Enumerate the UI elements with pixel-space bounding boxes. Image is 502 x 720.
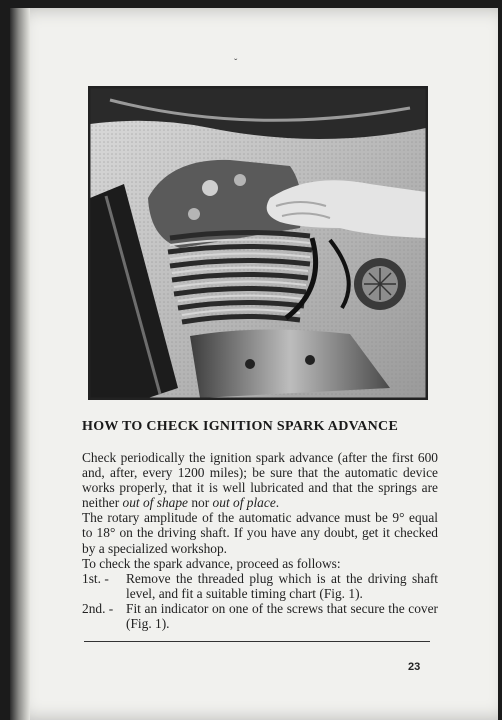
- step-text: Remove the threaded plug which is at the driving shaft level, and fit a suitable timing chart (Fig. 1).: [126, 570, 438, 601]
- emphasis-out-of-place: out of place: [212, 495, 276, 511]
- step-item: [82, 601, 438, 631]
- step-label: 1st. -: [82, 570, 109, 586]
- step-item: [82, 571, 438, 601]
- manual-page: [10, 8, 498, 720]
- engine-photo: [88, 86, 428, 400]
- step-text: Fit an indicator on one of the screws that secure the cover (Fig. 1).: [126, 600, 438, 632]
- section-heading: HOW TO CHECK IGNITION SPARK ADVANCE: [82, 419, 399, 434]
- emphasis-out-of-shape: out of shape: [122, 495, 188, 511]
- paragraph-rotary-amplitude: The rotary amplitude of the automatic advance must be 9° equal to 18° on the driving shaft. If you have any doubt, get it checked by a specialized workshop.: [82, 510, 438, 556]
- paragraph-maintenance: Check periodically the ignition spark advance (after the first 600 and, after, every 1200 miles); be sure that the automatic device works properly, that it is well lubricated and that the springs are neither out of shape nor out of place.: [82, 450, 438, 511]
- footer-rule: [84, 641, 430, 642]
- engine-photo-image: [90, 88, 426, 398]
- page-number: 23: [408, 661, 421, 673]
- body-text: [82, 450, 438, 631]
- print-mark: ˇ: [234, 58, 238, 69]
- paragraph-procedure-intro: To check the spark advance, proceed as follows:: [82, 555, 341, 571]
- step-label: 2nd. -: [82, 600, 114, 616]
- page-binding-edge: [10, 8, 30, 720]
